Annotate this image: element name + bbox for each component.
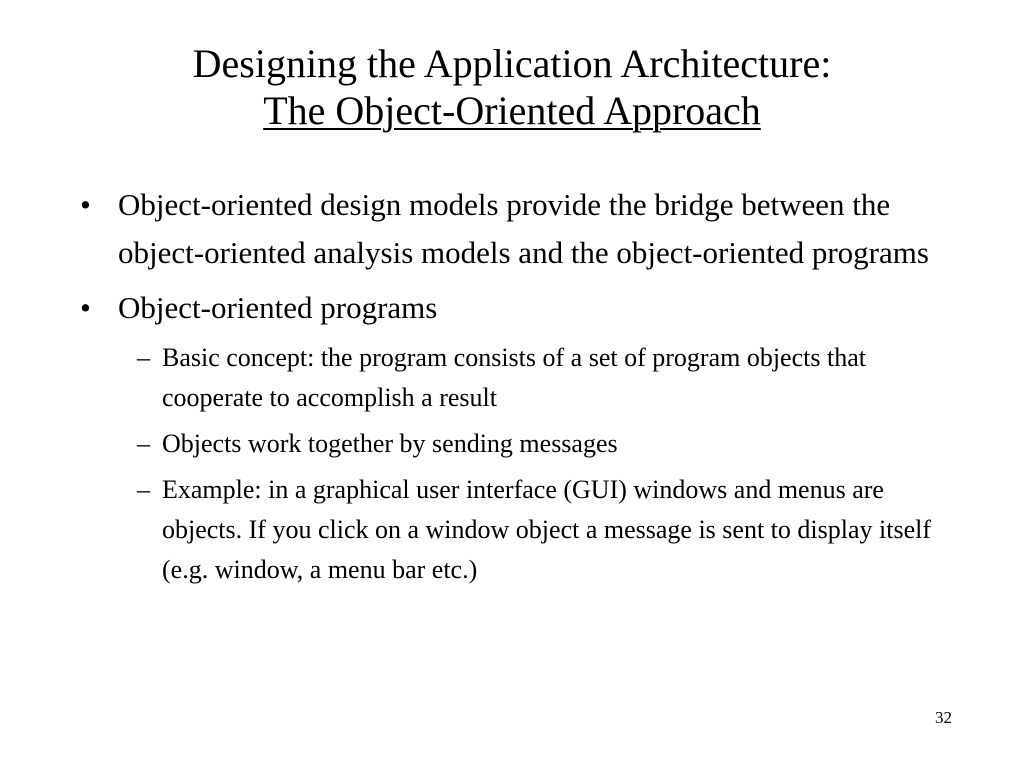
dash-icon: – [137, 429, 150, 458]
sub-bullet-item-1 [80, 338, 950, 418]
sub-bullet-item-2 [80, 424, 950, 464]
sub-bullet-list [80, 338, 950, 590]
bullet-list [80, 181, 950, 590]
dash-icon: – [137, 475, 150, 504]
dash-icon: – [137, 343, 150, 372]
bullet-dot-icon: • [80, 290, 91, 325]
title-line-2: The Object-Oriented Approach [263, 88, 761, 133]
bullet-text: Object-oriented programs [118, 290, 438, 325]
sub-bullet-text: Objects work together by sending messages [162, 429, 618, 458]
title-line-1: Designing the Application Architecture: [192, 41, 832, 86]
bullet-text: Object-oriented design models provide the bridge between the object-oriented analysis models and the object-oriented programs [118, 187, 929, 270]
sub-bullet-text: Basic concept: the program consists of a set of program objects that cooperate to accomplish a result [162, 343, 866, 412]
bullet-item-1 [80, 181, 950, 277]
page-number: 32 [935, 708, 952, 727]
bullet-item-2 [80, 284, 950, 332]
sub-bullet-item-3 [80, 470, 950, 590]
bullet-dot-icon: • [80, 187, 91, 222]
sub-bullet-text: Example: in a graphical user interface (GUI) windows and menus are objects. If you click on a window object a message is sent to display itself (e.g. window, a menu bar etc.) [162, 475, 931, 584]
slide-title [0, 40, 1024, 134]
